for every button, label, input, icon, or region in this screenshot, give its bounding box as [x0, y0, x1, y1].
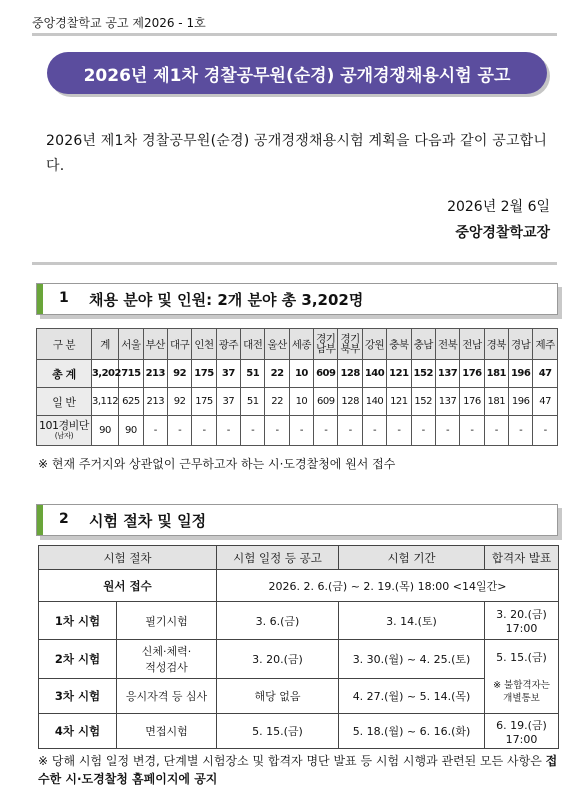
value-cell: 152: [411, 388, 435, 416]
region-header: 충남: [411, 329, 435, 360]
region-header: 대구: [167, 329, 191, 360]
value-cell: 10: [289, 388, 313, 416]
region-header: 광주: [216, 329, 240, 360]
value-cell: 121: [387, 360, 411, 388]
schedule-note-text: ※ 당해 시험 일정 변경, 단계별 시험장소 및 합격자 명단 발표 등 시험 시행과 관련된 모든 사항은: [38, 754, 546, 768]
row-label: 일 반: [37, 388, 92, 416]
result-time: 17:00: [505, 622, 538, 635]
value-cell: 137: [435, 388, 459, 416]
value-cell: 90: [119, 416, 143, 446]
value-cell: 176: [460, 360, 484, 388]
stage-name-line2: 적성검사: [145, 661, 188, 674]
region-header: 세종: [289, 329, 313, 360]
value-cell: 176: [460, 388, 484, 416]
value-cell: 140: [362, 360, 386, 388]
value-cell: 213: [143, 388, 167, 416]
value-cell: 92: [167, 388, 191, 416]
top-divider: [32, 33, 557, 36]
schedule-row: [39, 679, 559, 714]
value-cell: -: [216, 416, 240, 446]
recruitment-table: [36, 328, 558, 446]
notice-date: 2026년 2월 6일: [447, 199, 550, 215]
result-date: [485, 714, 559, 749]
notice-date-cell: 3. 6.(금): [217, 602, 339, 640]
value-cell: 715: [119, 360, 143, 388]
header-cell: 합격자 발표: [485, 546, 559, 570]
table-row: [37, 360, 558, 388]
value-cell: 37: [216, 388, 240, 416]
value-cell: -: [508, 416, 532, 446]
header-cell: 시험 일정 등 공고: [217, 546, 339, 570]
schedule-row: [39, 714, 559, 749]
row-label: 총 계: [37, 360, 92, 388]
value-cell: -: [167, 416, 191, 446]
schedule-header-row: [39, 546, 559, 570]
exam-period: 4. 27.(월) ~ 5. 14.(목): [339, 679, 485, 714]
section-accent: [37, 505, 43, 535]
value-cell: -: [289, 416, 313, 446]
value-cell: 22: [265, 388, 289, 416]
header-cell: 시험 기간: [339, 546, 485, 570]
section-accent: [37, 284, 43, 314]
schedule-row: [39, 602, 559, 640]
value-cell: 609: [314, 388, 338, 416]
region-header: 울산: [265, 329, 289, 360]
value-cell: 140: [362, 388, 386, 416]
result-date-text: 6. 19.(금): [496, 718, 547, 732]
result-date-text: 3. 20.(금): [496, 608, 547, 621]
stage-name: [117, 640, 217, 679]
region-header: 충북: [387, 329, 411, 360]
result-date-text: 5. 15.(금): [496, 651, 547, 664]
region-header: 경북: [484, 329, 508, 360]
middle-divider: [32, 262, 557, 265]
region-header: 경남: [508, 329, 532, 360]
value-cell: -: [241, 416, 265, 446]
region-header: 전북: [435, 329, 459, 360]
header-cell: 계: [91, 329, 118, 360]
region-header: 제주: [533, 329, 558, 360]
value-cell: 609: [314, 360, 338, 388]
value-cell: -: [192, 416, 216, 446]
notice-date-cell: 5. 15.(금): [217, 714, 339, 749]
issuer-name: 중앙경찰학교장: [455, 225, 550, 241]
result-note: ※ 불합격자는: [493, 680, 550, 691]
header-cell: 시험 절차: [39, 546, 217, 570]
value-cell: 625: [119, 388, 143, 416]
row-label-text: 101경비단: [38, 418, 89, 432]
stage-name: 응시자격 등 심사: [117, 679, 217, 714]
value-cell: -: [387, 416, 411, 446]
result-date: [485, 640, 559, 714]
value-cell: -: [533, 416, 558, 446]
result-date: [485, 602, 559, 640]
region-header: 인천: [192, 329, 216, 360]
stage-label: 1차 시험: [39, 602, 117, 640]
value-cell: 175: [192, 360, 216, 388]
stage-label: 2차 시험: [39, 640, 117, 679]
value-cell: -: [265, 416, 289, 446]
region-header: 대전: [241, 329, 265, 360]
table-row: [37, 416, 558, 446]
section-1-header: [36, 283, 558, 315]
value-cell: -: [362, 416, 386, 446]
schedule-row: [39, 570, 559, 602]
value-cell: 128: [338, 388, 362, 416]
result-time: 17:00: [505, 732, 538, 746]
stage-name-line1: 신체·체력·: [141, 645, 192, 658]
section-number: 1: [59, 290, 69, 306]
value-cell: 213: [143, 360, 167, 388]
notice-date-cell: 해당 없음: [217, 679, 339, 714]
stage-label: 4차 시험: [39, 714, 117, 749]
stage-name: 면접시험: [117, 714, 217, 749]
value-cell: 137: [435, 360, 459, 388]
schedule-table: [38, 545, 559, 749]
exam-period: 3. 30.(월) ~ 4. 25.(토): [339, 640, 485, 679]
schedule-note-emphasis: 접수한 시·도경찰청 홈페이지에 공지: [38, 754, 558, 786]
row-total: 90: [91, 416, 118, 446]
value-cell: 47: [533, 360, 558, 388]
region-header: 경기남부: [314, 329, 338, 360]
apply-period: 2026. 2. 6.(금) ~ 2. 19.(목) 18:00 <14일간>: [217, 570, 559, 602]
value-cell: 22: [265, 360, 289, 388]
exam-period: 3. 14.(토): [339, 602, 485, 640]
title-banner: 2026년 제1차 경찰공무원(순경) 공개경쟁채용시험 공고: [47, 52, 547, 94]
value-cell: 92: [167, 360, 191, 388]
row-sublabel: (남자): [54, 430, 74, 440]
row-total: 3,202: [91, 360, 118, 388]
value-cell: 196: [508, 360, 532, 388]
value-cell: -: [460, 416, 484, 446]
value-cell: 51: [241, 388, 265, 416]
value-cell: -: [143, 416, 167, 446]
value-cell: 175: [192, 388, 216, 416]
application-note: ※ 현재 주거지와 상관없이 근무하고자 하는 시·도경찰청에 원서 접수: [38, 457, 396, 471]
value-cell: 37: [216, 360, 240, 388]
value-cell: 152: [411, 360, 435, 388]
value-cell: 10: [289, 360, 313, 388]
stage-name: 필기시험: [117, 602, 217, 640]
stage-label: 3차 시험: [39, 679, 117, 714]
region-header: 전남: [460, 329, 484, 360]
row-label: [37, 416, 92, 446]
section-2-header: [36, 504, 558, 536]
value-cell: 121: [387, 388, 411, 416]
region-header: 부산: [143, 329, 167, 360]
section-title: 채용 분야 및 인원: 2개 분야 총 3,202명: [89, 291, 364, 309]
notice-date-cell: 3. 20.(금): [217, 640, 339, 679]
value-cell: 47: [533, 388, 558, 416]
schedule-note: [38, 752, 558, 788]
section-title: 시험 절차 및 일정: [89, 512, 207, 530]
value-cell: -: [484, 416, 508, 446]
schedule-row: [39, 640, 559, 679]
value-cell: -: [314, 416, 338, 446]
value-cell: 181: [484, 360, 508, 388]
value-cell: 128: [338, 360, 362, 388]
value-cell: 51: [241, 360, 265, 388]
row-total: 3,112: [91, 388, 118, 416]
table-header-row: [37, 329, 558, 360]
header-cell: 구 분: [37, 329, 92, 360]
section-number: 2: [59, 511, 69, 527]
value-cell: -: [435, 416, 459, 446]
exam-period: 5. 18.(월) ~ 6. 16.(화): [339, 714, 485, 749]
region-header: 강원: [362, 329, 386, 360]
apply-label: 원서 접수: [39, 570, 217, 602]
intro-text: 2026년 제1차 경찰공무원(순경) 공개경쟁채용시험 계획을 다음과 같이 공고합니다.: [46, 133, 548, 174]
value-cell: 196: [508, 388, 532, 416]
region-header: 서울: [119, 329, 143, 360]
notice-number: 중앙경찰학교 공고 제2026 - 1호: [32, 16, 206, 30]
table-row: [37, 388, 558, 416]
result-note-line2: 개별통보: [503, 693, 540, 704]
value-cell: 181: [484, 388, 508, 416]
value-cell: -: [411, 416, 435, 446]
region-header: 경기북부: [338, 329, 362, 360]
value-cell: -: [338, 416, 362, 446]
